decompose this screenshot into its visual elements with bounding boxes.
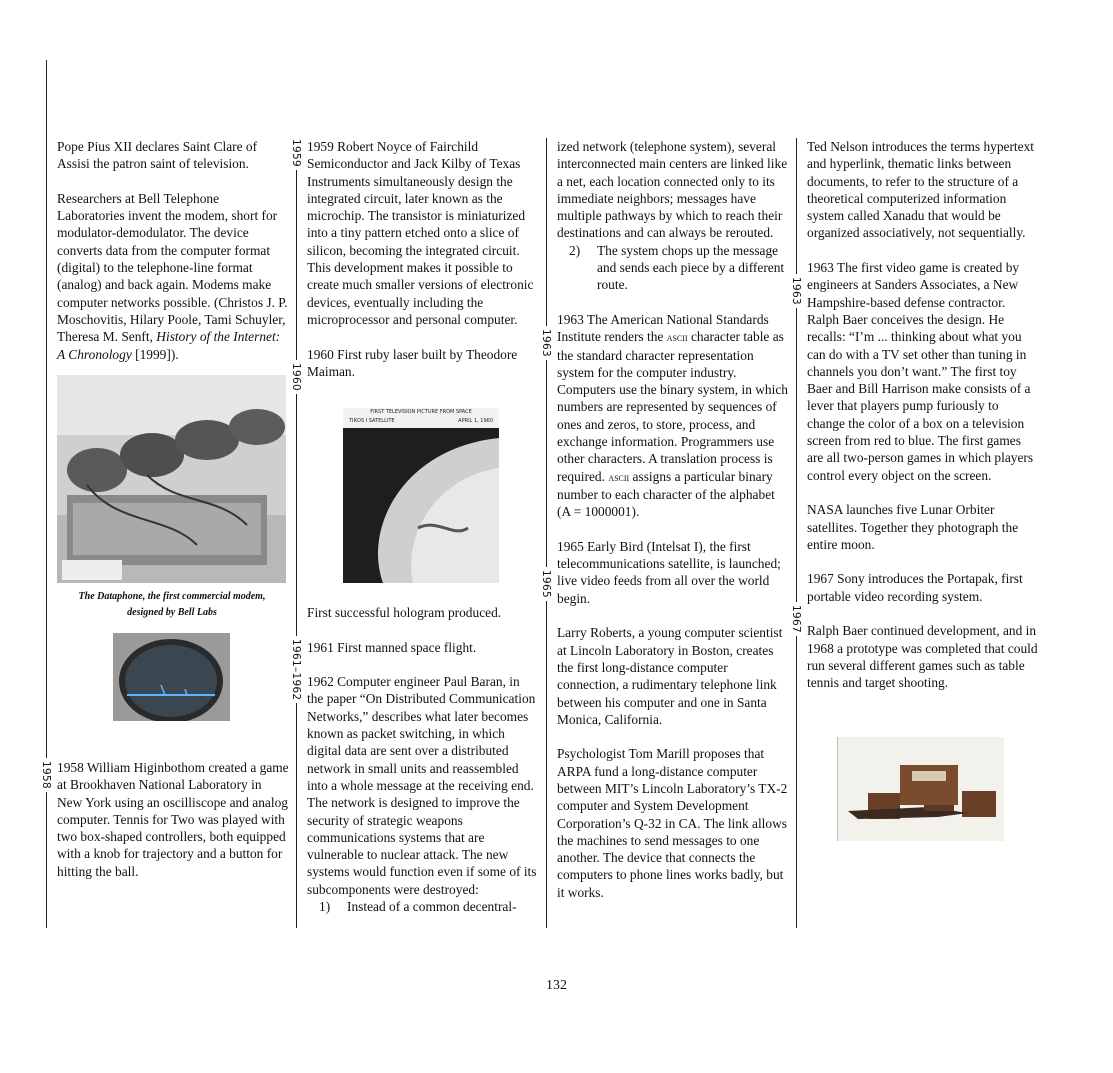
early-bird-entry: 1965 Early Bird (Intelsat I), the first telecommunications satellite, is launched; live video feeds from all over the world begin.: [557, 538, 781, 606]
year-marker-1958: 1958: [40, 758, 52, 792]
pope-entry: Pope Pius XII declares Saint Clare of Assisi the patron saint of television.: [57, 139, 258, 172]
year-marker-1961-1962: 1961–1962: [290, 636, 302, 703]
ascii-smallcaps: ascii: [666, 330, 688, 345]
year-marker-1959: 1959: [290, 136, 302, 170]
column-rule-2: [296, 138, 297, 928]
column-2: [307, 138, 539, 380]
oscilloscope-photo: [113, 633, 230, 721]
ascii-text-a: 1963 The American National Standards Institute renders the: [557, 311, 769, 345]
dataphone-caption: The Dataphone, the first commercial modem, designed by Bell Labs: [78, 591, 266, 618]
sony-portapak-entry: 1967 Sony introduces the Portapak, first portable video recording system.: [807, 571, 1023, 604]
tom-marill-entry: Psychologist Tom Marill proposes that ARPA fund a long-distance computer between MIT’s Lincoln Laboratory’s TX-2 computer and System Development Corporation’s Q-32 in CA. The link allows the machines to send messages to one another. The device that connects the computers to phone lines works badly, but it works.: [557, 746, 788, 900]
brown-box-photo: [837, 737, 1004, 841]
tiros-photo-title: FIRST TELEVISION PICTURE FROM SPACE: [370, 409, 472, 415]
ralph-baer-entry: Ralph Baer continued development, and in 1968 a prototype was completed that could run several different games such as table tennis and target shooting.: [807, 623, 1038, 691]
column-2-bottom: [307, 604, 539, 915]
ted-nelson-entry: Ted Nelson introduces the terms hypertext and hyperlink, thematic links between documents, to refer to the structure of a theoretical computerized information system called Xanadu that would be organized associatively, not sequentially.: [807, 139, 1035, 241]
list-item-text: Instead of a common decentral-: [347, 899, 517, 915]
column-1: [57, 138, 289, 363]
ascii-text-c: assigns a particular binary number to each character of the alphabet (A = 1000001).: [557, 468, 775, 520]
ascii-entry: [557, 311, 789, 521]
year-marker-1963-col3: 1963: [540, 326, 552, 360]
modem-entry: [57, 190, 289, 363]
ascii-smallcaps-2: ascii: [608, 469, 630, 484]
year-marker-1963-col4: 1963: [790, 274, 802, 308]
column-3: [557, 138, 789, 901]
list-item: [307, 898, 539, 915]
modem-text: Researchers at Bell Telephone Laboratories invent the modem, short for modulator-demodulator. The device converts data from the computer format (digital) to the telephone-line format (analog) and back again. Modems make computer networks possible. (Christos J. P. Moschovitis, Hilary Poole, Tami Schuyler, Theresa M. Senft,: [57, 190, 288, 345]
network-continued: ized network (telephone system), several interconnected main centers are linked like a net, each location connected only to its immediate neighbors; messages have multiple pathways by which to reach their destinations and can always be rerouted.: [557, 139, 788, 241]
column-rule-3: [546, 138, 547, 928]
tiros-satellite-photo: [343, 408, 499, 583]
list-item-text: The system chops up the message and sends each piece by a different route.: [597, 242, 785, 293]
nasa-entry: NASA launches five Lunar Orbiter satellites. Together they photograph the entire moon.: [807, 502, 1019, 552]
manned-flight-entry: 1961 First manned space flight.: [307, 639, 477, 655]
video-game-entry: 1963 The first video game is created by engineers at Sanders Associates, a New Hampshire-based defense contractor. Ralph Baer conceives the design. He recalls: “I’m ... thinking about what you can do with a TV set other than tuning in channels you don’t want.” The first toy Baer and Bill Harrison make consists of a lever that players pump furiously to change the color of a box on a television screen from red to blue. The first games are all two-person games in which players control every object on the screen.: [807, 260, 1034, 483]
year-marker-1965: 1965: [540, 567, 552, 601]
column-1-bottom: [57, 759, 289, 880]
dataphone-photo: [57, 375, 286, 583]
integrated-circuit-entry: 1959 Robert Noyce of Fairchild Semiconductor and Jack Kilby of Texas Instruments simultaneously design the integrated circuit, later known as the microchip. The transistor is miniaturized into a tiny pattern etched onto a slice of silicon, becoming the integrated circuit. This development makes it possible to create much smaller versions of electronic devices, eventually including the microprocessor and personal computer.: [307, 139, 534, 327]
tennis-for-two-entry: 1958 William Higinbothom created a game at Brookhaven National Laboratory in New York using an oscilliscope and analog computer. Tennis for Two was played with two box-shaped controllers, both equipped with a knob for trajectory and a button for hitting the ball.: [57, 760, 289, 879]
page-number: 132: [546, 978, 567, 993]
tiros-photo-left: TIROS I SATELLITE: [349, 418, 395, 424]
larry-roberts-entry: Larry Roberts, a young computer scientist at Lincoln Laboratory in Boston, creates the first long-distance computer connection, a rudimentary telephone link between his computer and one in Santa Monica, California.: [557, 625, 783, 727]
tiros-photo-right: APRIL 1, 1960: [458, 418, 493, 424]
hologram-entry: First successful hologram produced.: [307, 605, 502, 620]
packet-switching-entry: 1962 Computer engineer Paul Baran, in the paper “On Distributed Communication Networks,” describes what later becomes known as packet switching, in which digital data are sent over a distributed network in small units and reassembled into a whole message at the receiving end. The network is designed to improve the security of strategic weapons communications systems that are vulnerable to nuclear attack. The new systems would function even if some of its subcomponents were destroyed:: [307, 674, 537, 897]
list-item-number: 1): [319, 899, 331, 915]
year-marker-1960: 1960: [290, 360, 302, 394]
year-marker-1967: 1967: [790, 602, 802, 636]
column-rule-4: [796, 138, 797, 928]
list-item: [557, 242, 789, 294]
book-title: History of the Internet: A Chronology: [57, 329, 281, 362]
ruby-laser-entry: 1960 First ruby laser built by Theodore Maiman.: [307, 346, 518, 379]
ascii-text-b: character table as the standard character representation system for the computer industry. Computers use the binary system, in which numbers are represented by sequences of ones and zeros, to store, process, and exchange information. Programmers use other characters. A translation process is required.: [557, 329, 788, 484]
modem-text-end: [1999]).: [131, 346, 179, 362]
list-item-number: 2): [569, 242, 581, 258]
column-4: [807, 138, 1039, 692]
column-rule-1: [46, 60, 47, 928]
